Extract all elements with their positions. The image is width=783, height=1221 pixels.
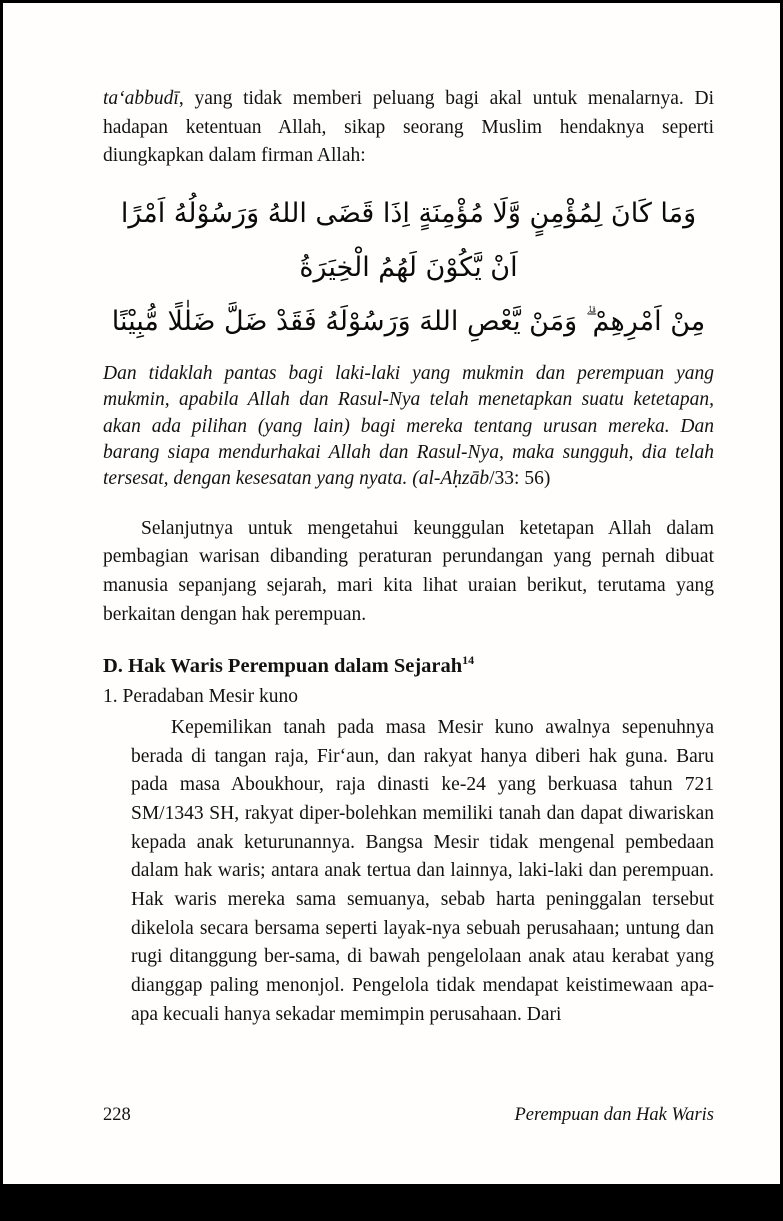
intro-paragraph: Selanjutnya untuk mengetahui keunggulan ketetapan Allah dalam pembagian warisan dibanding peraturan perundangan yang pernah dibuat manusia sepanjang sejarah, mari kita lihat uraian berikut, terutama yang berkaitan dengan hak perempuan. [103, 517, 714, 625]
footnote-reference: 14 [462, 653, 475, 668]
verse-citation-surah: (al-Aḥzāb [412, 468, 490, 490]
page-content [3, 3, 780, 1029]
arabic-verse [103, 187, 714, 349]
page-bottom-scan-bar [3, 1184, 780, 1218]
opening-paragraph [103, 85, 714, 171]
body-paragraph: Kepemilikan tanah pada masa Mesir kuno awalnya sepenuhnya berada di tangan raja, Fir‘aun, dan rakyat hanya diberi hak guna. Baru pada masa Aboukhour, raja dinasti ke-24 yang berkuasa tahun 721 SM/1343 SH, rakyat diper-bolehkan memiliki tanah dan dapat diwariskan kepada anak keturunannya. Bangsa Mesir tidak mengenal pembedaan dalam hak waris; antara anak tertua dan lainnya, laki-laki dan perempuan. Hak waris mereka sama semuanya, sebab harta peninggalan tersebut dikelola secara bersama seperti layak-nya sebuah perusahaan; untung dan rugi ditanggung ber-sama, di bawah pengelolaan anak atau kerabat yang dianggap paling menonjol. Pengelola tidak mendapat keistimewaan apa-apa kecuali hanya sekadar memimpin perusahaan. Dari [131, 716, 714, 1025]
section-heading-text: D. Hak Waris Perempuan dalam Sejarah [103, 654, 463, 677]
verse-translation [103, 361, 714, 493]
section-heading [103, 653, 714, 678]
arabic-verse-line-2: مِنْ اَمْرِهِمْ ۗ وَمَنْ يَّعْصِ اللهَ وَرَسُوْلَهُ فَقَدْ ضَلَّ ضَلٰلًا مُّبِيْنًا [111, 305, 706, 337]
page-number: 228 [103, 1105, 131, 1125]
subsection-heading: 1. Peradaban Mesir kuno [103, 685, 298, 707]
page-footer [103, 1105, 714, 1126]
arabic-verse-line-1: وَمَا كَانَ لِمُؤْمِنٍ وَّلَا مُؤْمِنَةٍ اِذَا قَضَى اللهُ وَرَسُوْلُهُ اَمْرًا اَنْ يَّكُوْنَ لَهُمُ الْخِيَرَةُ [120, 197, 697, 283]
opening-paragraph-text: , yang tidak memberi peluang bagi akal untuk menalarnya. Di hadapan ketentuan Allah, sikap seorang Muslim hendaknya seperti diungkapkan dalam firman Allah: [103, 88, 714, 167]
verse-citation-reference: /33: 56) [489, 468, 551, 490]
running-footer-title: Perempuan dan Hak Waris [514, 1105, 714, 1125]
verse-translation-text: Dan tidaklah pantas bagi laki-laki yang mukmin dan perempuan yang mukmin, apabila Allah dan Rasul-Nya telah menetapkan suatu ketetapan, akan ada pilihan (yang lain) bagi mereka tentang urusan mereka. Dan barang siapa mendurhakai Allah dan Rasul-Nya, maka sungguh, dia telah tersesat, dengan kesesatan yang nyata. [103, 362, 714, 490]
opening-paragraph-italic-term: ta‘abbudī [103, 88, 179, 109]
